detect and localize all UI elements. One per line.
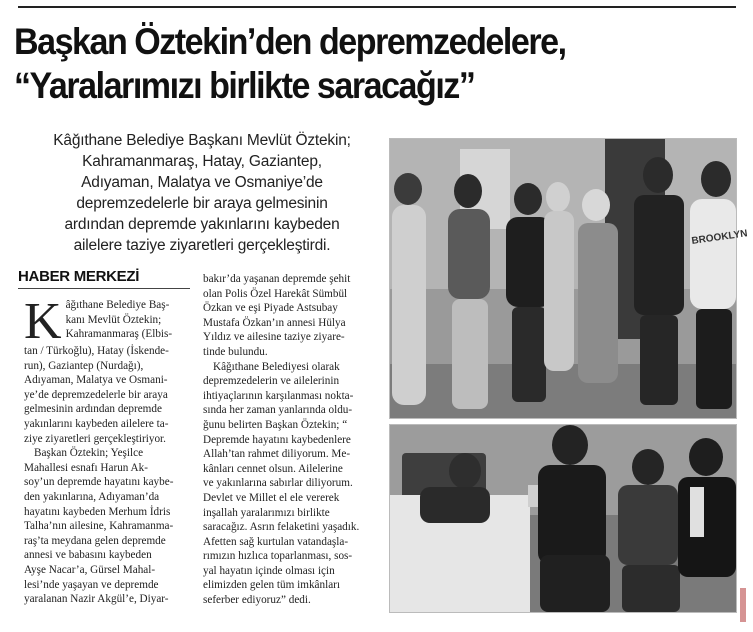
text-line: Yıldız ve ailesine taziye ziyare- xyxy=(203,331,345,344)
text-line: Başkan Öztekin; Yeşilce xyxy=(34,447,144,460)
headline-line-2: “Yaralarımızı birlikte saracağız” xyxy=(14,65,475,106)
text-line: tan / Türkoğlu), Hatay (İskende- xyxy=(24,345,169,357)
text-line: Özkan ve eşi Piyade Astsubay xyxy=(203,302,338,315)
text-line: Mahallesi esnafı Harun Ak- xyxy=(24,461,148,474)
dropcap-block xyxy=(24,293,194,350)
spot-line: ailelere taziye ziyaretleri gerçekleştirdi. xyxy=(73,237,331,254)
text-line: soy’un depremde hayatını kaybe- xyxy=(24,476,174,489)
text-line: den yakınlarına, Adıyaman’da xyxy=(24,490,160,503)
spot-summary xyxy=(22,130,382,256)
text-line: rımızın hızlıca toparlanması, sos- xyxy=(203,550,353,563)
watermark-logo xyxy=(738,584,750,626)
text-line: Kahramanmaraş (Elbis- xyxy=(65,328,173,341)
text-line: ve yakınlarına sabırlar diliyorum. xyxy=(203,477,353,490)
text-line: raş’ta meydana gelen depremde xyxy=(24,534,166,547)
text-line: hayatını kaybeden Merhum İdris xyxy=(24,505,171,518)
byline-rule xyxy=(18,288,190,289)
text-line: lesi’nde yaşayan ve depremde xyxy=(24,578,159,591)
text-line: seferber ediyoruz” dedi. xyxy=(203,594,311,607)
text-line: ye’de depremzedelerle bir araya xyxy=(24,388,168,401)
text-line: saracağız. Asrın felaketini yaşadık. xyxy=(203,521,360,534)
text-line: Allah’tan rahmet diliyorum. Me- xyxy=(203,448,351,461)
text-line: bakır’da yaşanan depremde şehit xyxy=(203,273,351,285)
group-photo xyxy=(389,138,749,419)
spot-line: Kahramanmaraş, Hatay, Gaziantep, xyxy=(82,153,322,170)
text-line: ğunu belirten Başkan Öztekin; “ xyxy=(203,418,348,431)
spot-line: ardından depremde yakınlarını kaybeden xyxy=(64,216,340,233)
text-line: Talha’nın ailesine, Kahramanma- xyxy=(24,520,174,533)
text-line: kânları cennet olsun. Ailelerine xyxy=(203,462,343,475)
text-line: Kâğıthane Belediyesi olarak xyxy=(213,360,340,373)
text-line: Depremde hayatını kaybedenlere xyxy=(203,433,351,446)
headline xyxy=(14,20,686,108)
shirt-text: BROOKLYN xyxy=(690,228,749,247)
text-line: run), Gaziantep (Nurdağı), xyxy=(24,359,144,372)
text-line: Ayşe Nacar’a, Gürsel Mahal- xyxy=(24,563,156,576)
byline: HABER MERKEZİ xyxy=(18,268,140,285)
text-line: yakınlarını kaybeden ailelere ta- xyxy=(24,417,169,430)
text-line: tinde bulundu. xyxy=(203,345,268,358)
text-line: annesi ve babasını kaybeden xyxy=(24,549,152,562)
headline-line-1: Başkan Öztekin’den depremzedelere, xyxy=(14,21,566,62)
text-line: yaralanan Nazir Akgül’e, Diyar- xyxy=(24,593,169,606)
spot-line: Kâğıthane Belediye Başkanı Mevlüt Öztekin; xyxy=(53,132,351,149)
spot-line: Adıyaman, Malatya ve Osmaniye’de xyxy=(81,174,323,191)
text-line: Devlet ve Millet el ele vererek xyxy=(203,491,340,504)
text-line: elimizden gelen tüm imkânları xyxy=(203,579,341,592)
text-line: Afetten sağ kurtulan vatandaşla- xyxy=(203,535,349,548)
text-line: ihtiyaçlarının karşılanması nokta- xyxy=(203,389,354,402)
spot-line: depremzedelerle bir araya gelmesinin xyxy=(76,195,328,212)
text-line: Adıyaman, Malatya ve Osmani- xyxy=(24,374,168,387)
text-line: yal hayatın içinde olması için xyxy=(203,564,335,577)
hospital-visit-photo xyxy=(389,424,737,613)
article-column-2 xyxy=(203,272,383,608)
text-line: âğıthane Belediye Baş- xyxy=(65,299,170,311)
text-line: inşallah yaralarımızı birlikte xyxy=(203,506,330,519)
text-line: Mustafa Özkan’ın annesi Hülya xyxy=(203,316,346,329)
text-line: depremzedelerin ve ailelerinin xyxy=(203,375,340,388)
dropcap: K xyxy=(24,293,62,350)
text-line: gelmesinin ardından depremde xyxy=(24,403,162,416)
text-line: ziye ziyaretleri gerçekleştiriyor. xyxy=(24,432,166,445)
top-rule xyxy=(18,6,736,8)
text-line: kanı Mevlüt Öztekin; xyxy=(65,313,162,326)
text-line: olan Polis Özel Harekât Sümbül xyxy=(203,287,348,300)
text-line: sında her zaman yanlarında oldu- xyxy=(203,404,353,417)
article-column-1 xyxy=(24,293,194,607)
